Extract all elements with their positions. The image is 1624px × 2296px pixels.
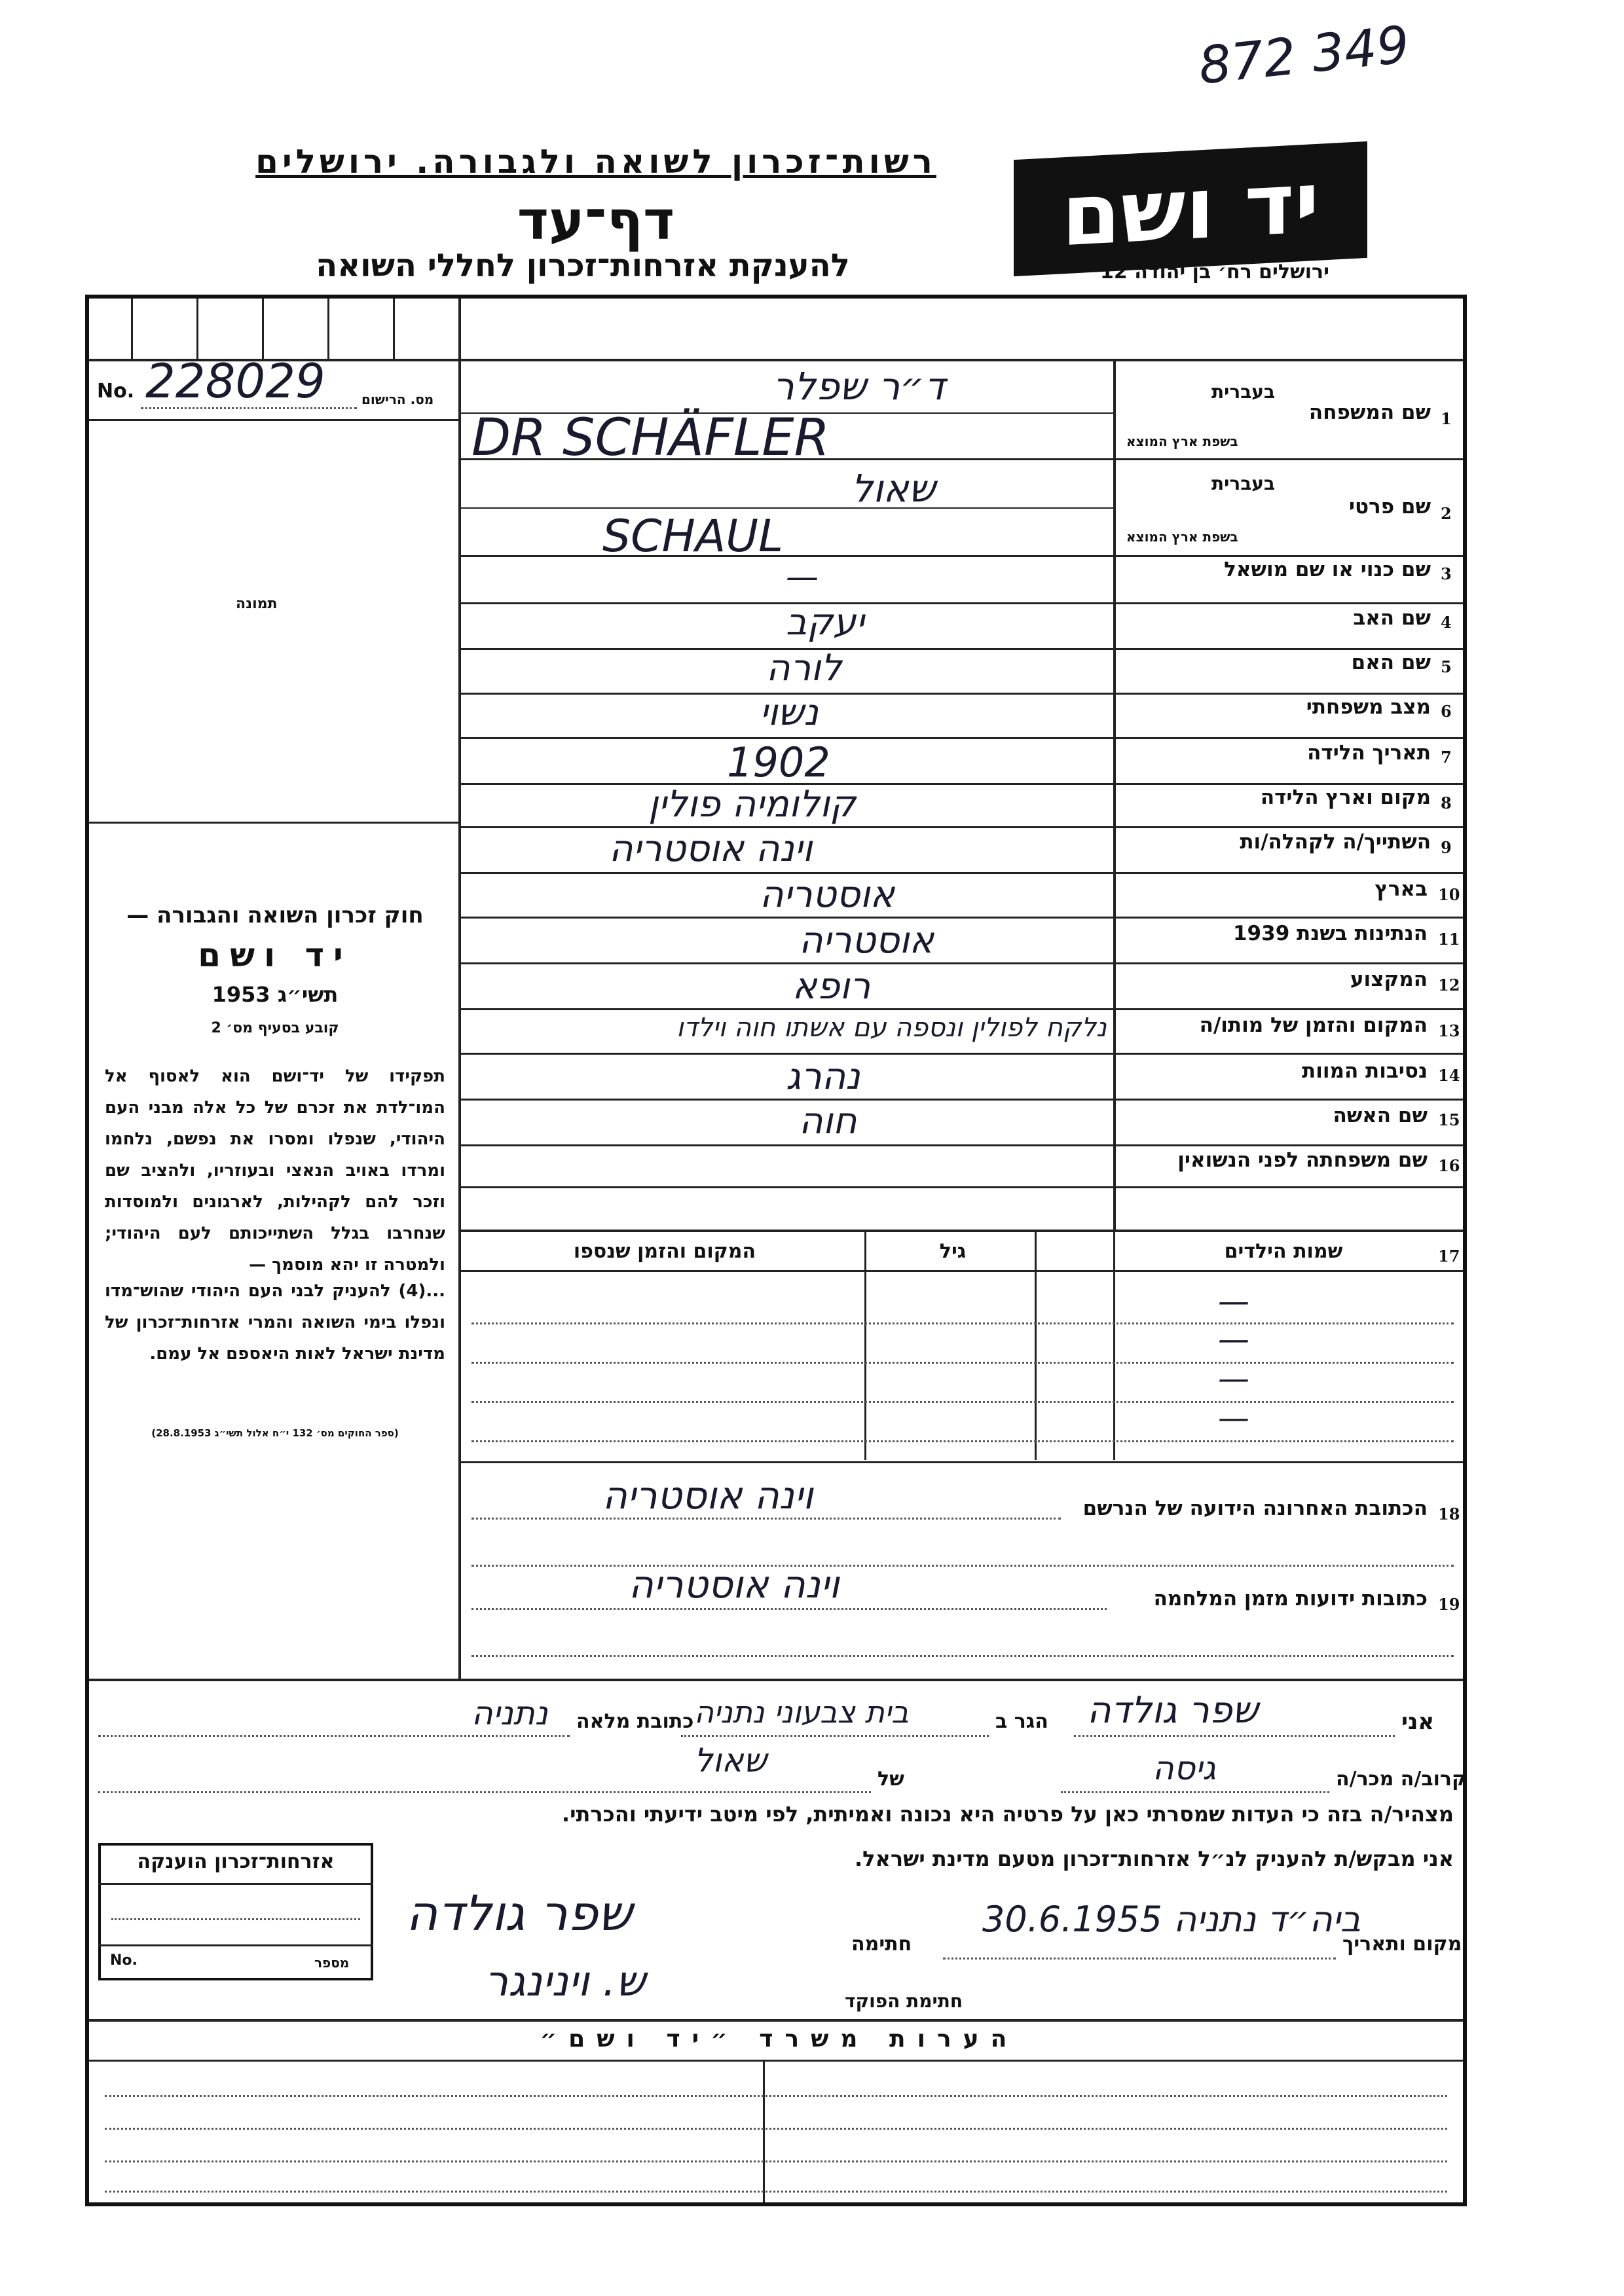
child-row-1: — (1218, 1283, 1249, 1320)
citizenship-no-label: No. (110, 1952, 138, 1969)
child-row-2: — (1218, 1321, 1249, 1358)
citizenship-1939-value: אוסטריה (799, 919, 934, 962)
officer-signature: ש. וינינגר (485, 1958, 646, 2006)
child-row-4: — (1218, 1400, 1249, 1436)
law-title: חוק זכרון השואה והגבורה — (126, 902, 424, 928)
relation-label: קרוב/ה מכר/ה (1336, 1768, 1467, 1791)
field-number-6: 6 (1441, 702, 1452, 721)
place-date-value: ביה״ד נתניה 30.6.1955 (982, 1899, 1361, 1940)
sublabel-hebrew-1: בעברית (1211, 381, 1276, 403)
law-name: יד ושם (198, 936, 352, 974)
mother-name-value: לורה (766, 647, 842, 689)
law-year: תשי״ג 1953 (212, 982, 339, 1007)
field-label-birth-date: תאריך הלידה (1307, 741, 1431, 765)
marital-status-value: נשוי (760, 691, 819, 734)
children-place-header: המקום והזמן שנספו (573, 1240, 756, 1263)
field-number-11: 11 (1438, 930, 1460, 949)
sublabel-origin-2: בשפת ארץ המוצא (1126, 529, 1238, 545)
last-address-value: וינה אוסטריה (602, 1473, 813, 1518)
field-label-death-circumstances: נסיבות המוות (1302, 1059, 1428, 1083)
wartime-address-value: וינה אוסטריה (629, 1562, 840, 1607)
organization-address: ירושלים רח׳ בן יהודה 12 (1100, 261, 1329, 283)
field-label-last-address: הכתובת האחרונה הידועה של הנרשם (1082, 1497, 1428, 1520)
field-number-5: 5 (1441, 657, 1452, 676)
death-place-time-value: נלקח לפולין ונספה עם אשתו חוה וילדו (676, 1013, 1107, 1043)
field-label-death-place-time: המקום והזמן של מותו/ה (1199, 1013, 1428, 1037)
field-number-14: 14 (1438, 1066, 1460, 1085)
of-label: של (877, 1768, 904, 1791)
community-value: וינה אוסטריה (609, 828, 813, 870)
field-label-father-name: שם האב (1353, 606, 1431, 630)
field-number-4: 4 (1441, 613, 1452, 632)
declaration-statement: מצהיר/ה בזה כי העדות שמסרתי כאן על פרטיה היא נכונה ואמיתית, לפי מיטב ידיעתי והכרתי. (561, 1802, 1454, 1827)
alias-value: — (786, 558, 819, 596)
signature-label: חתימה (851, 1933, 912, 1956)
organization-name: רשות־זכרון לשואה ולגבורה. ירושלים (255, 143, 936, 181)
no-label: No. (97, 380, 135, 403)
field-label-first-name: שם פרטי (1348, 495, 1431, 519)
field-number-7: 7 (1441, 748, 1452, 767)
birth-date-value: 1902 (727, 738, 830, 786)
law-paragraph-2: ...(4) להעניק לבני העם היהודי שהוש־מדו ונפלו בימי השואה והמרי אזרחות־זכרון של מדינת ישראל לאות היאספם אל עמם. (105, 1281, 445, 1364)
field-number-1: 1 (1441, 409, 1452, 428)
yad-vashem-logo: יד ושם (1014, 141, 1367, 276)
children-names-header: שמות הילדים (1224, 1240, 1343, 1263)
field-label-family-name: שם המשפחה (1308, 401, 1431, 424)
reference-number: 872 349 (1196, 15, 1412, 96)
field-label-citizenship-1939: הנתינות בשנת 1939 (1232, 922, 1428, 945)
field-number-13: 13 (1438, 1021, 1460, 1040)
declaration-request: אני מבקש/ת להעניק לנ״ל אזרחות־זכרון מטעם מדינת ישראל. (855, 1846, 1454, 1871)
field-label-profession: המקצוע (1350, 968, 1428, 991)
relation-value: גיסה (1153, 1749, 1216, 1787)
child-row-3: — (1218, 1360, 1249, 1397)
form-subtitle: להענקת אזרחות־זכרון לחללי השואה (316, 247, 850, 284)
wife-name-value: חוה (799, 1100, 857, 1142)
father-name-value: יעקב (786, 601, 864, 644)
registration-number: 228029 (145, 354, 325, 409)
citizenship-number-label: מספר (314, 1955, 350, 1971)
field-number-16: 16 (1438, 1156, 1460, 1175)
photo-placeholder (92, 422, 456, 821)
field-number-9: 9 (1441, 838, 1452, 857)
first-name-hebrew: שאול (851, 466, 936, 511)
sublabel-origin-1: בשפת ארץ המוצא (1126, 433, 1238, 449)
registration-label: מס. הרישום (361, 392, 434, 407)
declarant-signature: שפר גולדה (406, 1886, 633, 1942)
field-label-wife-name: שם האשה (1333, 1104, 1428, 1127)
profession-value: רופא (792, 965, 871, 1008)
law-clause: קובע בסעיף מס׳ 2 (211, 1020, 339, 1036)
field-label-community: השתייך/ה לקהלה/ות (1240, 830, 1431, 854)
children-age-header: גיל (939, 1240, 967, 1263)
declarant-residence: בית צבעוני נתניה (694, 1694, 909, 1730)
field-label-marital-status: מצב משפחתי (1306, 695, 1431, 719)
sublabel-hebrew-2: בעברית (1211, 473, 1276, 494)
birth-place-value: קולומיה פולין (648, 783, 856, 826)
declaration-prefix: אני (1401, 1709, 1435, 1735)
first-name-origin: SCHAUL (602, 511, 783, 562)
field-label-alias: שם כנוי או שם מושאל (1224, 558, 1431, 581)
field-label-wife-maiden-name: שם משפחתה לפני הנשואין (1177, 1148, 1428, 1172)
field-label-birth-place: מקום וארץ הלידה (1260, 786, 1431, 809)
citizenship-box-title: אזרחות־זכרון הוענקה (137, 1850, 335, 1873)
field-number-18: 18 (1438, 1504, 1460, 1523)
field-number-19: 19 (1438, 1595, 1460, 1614)
law-paragraph-1: תפקידו של יד־ושם הוא לאסוף אל המו־לדת את זכרם של כל אלה מבני העם היהודי, שנפלו ומסרו את נפשם, נלחמו ומרדו באויב הנאצי ובעוזריו, ולהציב שם וזכר להם לקהילות, לארגונים ולמוסדות שנחרבו בגלל השתייכותם לעם היהודי; ולמטרה זו יהא מוסמך — (105, 1066, 445, 1275)
country-value: אוסטריה (760, 873, 895, 916)
place-date-label: מקום ותאריך (1342, 1933, 1462, 1956)
of-value: שאול (694, 1741, 767, 1779)
field-number-2: 2 (1441, 504, 1452, 523)
field-number-3: 3 (1441, 564, 1452, 583)
declarant-name: שפר גולדה (1087, 1689, 1259, 1732)
declarant-full-address: נתניה (471, 1694, 548, 1732)
field-label-mother-name: שם האם (1351, 651, 1431, 674)
office-notes-title: הערות משרד ״יד ושם״ (540, 2026, 1019, 2052)
full-address-label: כתובת מלאה (576, 1710, 694, 1733)
field-number-8: 8 (1441, 793, 1452, 812)
officer-signature-label: חתימת הפוקד (845, 1990, 963, 2012)
family-name-hebrew: ד״ר שפלר (773, 364, 946, 409)
photo-label: תמונה (236, 596, 278, 612)
field-number-12: 12 (1438, 975, 1460, 994)
law-source: (ספר החוקים מס׳ 132 י״ח אלול תשי״ג 28.8.1953) (151, 1427, 399, 1439)
family-name-origin: DR SCHÄFLER (471, 409, 830, 467)
field-number-15: 15 (1438, 1110, 1460, 1129)
form-title: דף־עד (517, 190, 675, 252)
death-circumstances-value: נהרג (786, 1055, 860, 1098)
resides-label: הגר ב (995, 1710, 1048, 1733)
field-number-10: 10 (1438, 885, 1460, 904)
field-number-17: 17 (1438, 1247, 1460, 1266)
field-label-country: בארץ (1375, 877, 1428, 901)
field-label-wartime-addresses: כתובות ידועות מזמן המלחמה (1153, 1587, 1428, 1611)
